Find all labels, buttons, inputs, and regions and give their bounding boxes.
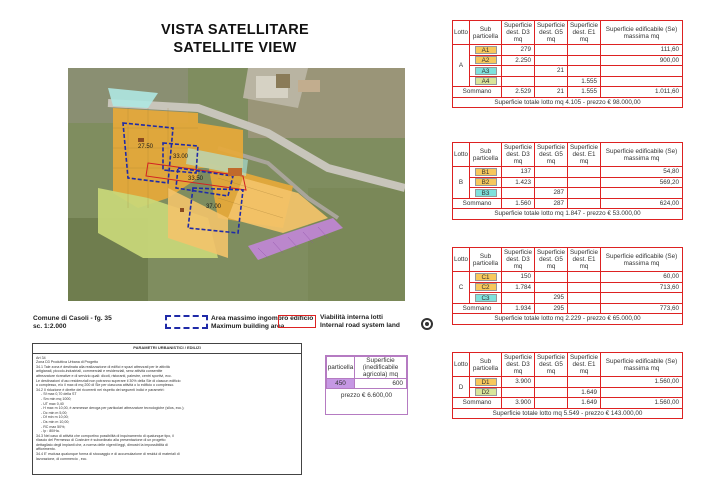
lotto-letter: D: [453, 377, 470, 398]
params-line: rilascio del Permesso di Costruire è subordinato alla presentazione di un progetto: [36, 438, 166, 443]
sum-row: [453, 303, 683, 314]
header-e1: Superficie dest. E1 mq: [568, 353, 601, 377]
map-label: 37.00: [206, 204, 222, 210]
cell-g5: [535, 45, 568, 56]
sub-particella-cell: [470, 167, 502, 178]
cell-d3: 1.423: [502, 177, 535, 188]
lotto-letter: A: [453, 45, 470, 87]
header-sub: Sub particella: [470, 21, 502, 45]
header-d3: Superficie dest. D3 mq: [502, 248, 535, 272]
cell-g5: [535, 387, 568, 398]
sub-particella-label: B3: [475, 189, 497, 197]
sum-se: 1.011,60: [601, 87, 683, 98]
road-en-label: Internal road system land: [320, 322, 400, 329]
satellite-map: [68, 68, 405, 301]
sum-g5: [535, 398, 568, 409]
cell-d3: 150: [502, 272, 535, 283]
header-d3: Superficie dest. D3 mq: [502, 143, 535, 167]
header-se: Superficie edificabile (Se) massima mq: [601, 143, 683, 167]
cell-e1: [568, 177, 601, 188]
params-heading: PARAMETRI URBANISTICI / EDILIZI: [33, 344, 301, 354]
cell-e1: 1.649: [568, 387, 601, 398]
sum-row: [453, 198, 683, 209]
table-row: [453, 272, 683, 283]
sub-particella-cell: [470, 188, 502, 199]
sommano-label: Sommano: [453, 303, 502, 314]
sub-particella-label: C2: [475, 283, 497, 291]
table-row: [453, 167, 683, 178]
cell-d3: [502, 387, 535, 398]
sum-d3: 1.560: [502, 198, 535, 209]
sub-particella-label: C3: [475, 294, 497, 302]
sum-e1: 1.649: [568, 398, 601, 409]
params-line: 34.1 Tale zona è destinata alla realizzazione di edifici e spazi attrezzati per le attività: [36, 364, 170, 369]
sum-se: 773,60: [601, 303, 683, 314]
header-d3: Superficie dest. D3 mq: [502, 353, 535, 377]
cell-se: 713,60: [601, 282, 683, 293]
cell-e1: [568, 55, 601, 66]
sub-particella-cell: [470, 387, 502, 398]
particella-header: particella: [327, 357, 355, 379]
table-row: [453, 282, 683, 293]
params-line: - H max m 10,00, è ammesse deroga per particolari attrezzature tecnologiche (silos, ecc.);: [41, 406, 185, 411]
cell-se: 54,80: [601, 167, 683, 178]
sum-e1: [568, 198, 601, 209]
sommano-label: Sommano: [453, 198, 502, 209]
cell-e1: 1.555: [568, 76, 601, 87]
map-label: 33.00: [173, 154, 189, 160]
sub-particella-cell: [470, 76, 502, 87]
cell-d3: 1.784: [502, 282, 535, 293]
table-row: [453, 76, 683, 87]
sub-particella-cell: [470, 272, 502, 283]
legend-road: [278, 314, 418, 330]
params-line: - Sm min mq 1000;: [41, 396, 72, 401]
sum-e1: [568, 303, 601, 314]
particella-cell: 450: [327, 379, 355, 389]
cell-se: 60,00: [601, 272, 683, 283]
urban-parameters-box: [32, 343, 302, 475]
params-line: Le destinazioni d'uso residenziali non potranno superare il 30% della Sle di ciascun edificio: [36, 378, 181, 383]
superficie-header: Superficie (inedificabile agricola) mq: [355, 357, 407, 379]
lotto-table-b: [452, 142, 683, 220]
cell-d3: [502, 188, 535, 199]
sommano-label: Sommano: [453, 398, 502, 409]
table-row: [453, 66, 683, 77]
sub-particella-cell: [470, 66, 502, 77]
page-title: VISTA SATELLITARE: [161, 22, 309, 38]
cell-e1: [568, 272, 601, 283]
table-row: [453, 45, 683, 56]
sub-particella-label: D2: [475, 388, 497, 396]
header-lotto: Lotto: [453, 248, 470, 272]
header-lotto: Lotto: [453, 21, 470, 45]
table-row: [453, 177, 683, 188]
cell-g5: [535, 377, 568, 388]
sub-particella-label: B2: [475, 178, 497, 186]
cell-g5: [535, 272, 568, 283]
cell-e1: [568, 293, 601, 304]
road-swatch: [278, 315, 316, 328]
cell-e1: [568, 66, 601, 77]
params-line: affiorimento.: [36, 447, 56, 452]
table-row: [453, 293, 683, 304]
cell-d3: 2.250: [502, 55, 535, 66]
page-subtitle: SATELLITE VIEW: [173, 40, 297, 56]
header-e1: Superficie dest. E1 mq: [568, 143, 601, 167]
area-en-label: Maximum building area: [211, 323, 285, 330]
cell-e1: [568, 167, 601, 178]
sub-particella-label: A2: [475, 56, 497, 64]
table-row: [453, 387, 683, 398]
cell-g5: [535, 167, 568, 178]
map-label: 27.50: [138, 144, 154, 150]
params-line: attrezzature ricreative e di servizio quali: dicoti, ristoranti, palestre, centri sportivi, ecc.: [36, 373, 172, 378]
params-line: - Dc min m 5,00;: [41, 410, 68, 415]
header-sub: Sub particella: [470, 353, 502, 377]
cell-d3: 3.900: [502, 377, 535, 388]
road-it-label: Viabilità interna lotti: [320, 314, 383, 321]
params-line: dettagliato degli impianti che, a norma delle vigenti leggi, dimostri la impossibilità di: [36, 442, 168, 447]
cell-g5: 295: [535, 293, 568, 304]
cell-d3: 279: [502, 45, 535, 56]
table-row: [453, 188, 683, 199]
cell-se: 111,60: [601, 45, 683, 56]
cell-se: [601, 387, 683, 398]
cell-e1: [568, 282, 601, 293]
cell-se: [601, 188, 683, 199]
params-line: lavorazione, di commercio , ecc.: [36, 456, 88, 461]
particella-box: [325, 355, 408, 415]
header-g5: Superficie dest. G5 mq: [535, 21, 568, 45]
params-line: 34.4 E' esclusa qualunque forma di stoccaggio e di accumulazione di residui di materiali di: [36, 452, 180, 457]
sum-d3: 2.529: [502, 87, 535, 98]
cell-d3: [502, 66, 535, 77]
sum-row: [453, 398, 683, 409]
cell-se: [601, 293, 683, 304]
header-se: Superficie edificabile (Se) massima mq: [601, 248, 683, 272]
cell-g5: [535, 76, 568, 87]
params-line: - RC max 50%;: [41, 424, 66, 429]
sum-g5: 21: [535, 87, 568, 98]
cell-g5: [535, 282, 568, 293]
header-g5: Superficie dest. G5 mq: [535, 353, 568, 377]
lotto-table-c: [452, 247, 683, 325]
lotto-total: Superficie totale lotto mq 2.229 - prezzo € 65.000,00: [453, 314, 683, 325]
params-line: - Df min m 10,00;: [41, 415, 69, 420]
sub-particella-cell: [470, 282, 502, 293]
cell-d3: [502, 293, 535, 304]
sub-particella-label: C1: [475, 273, 497, 281]
header-sub: Sub particella: [470, 248, 502, 272]
cell-se: [601, 66, 683, 77]
header-lotto: Lotto: [453, 353, 470, 377]
lotto-table-a: [452, 20, 683, 108]
params-line: Art 34: [36, 355, 46, 360]
cell-e1: [568, 377, 601, 388]
map-label: 33.50: [188, 176, 204, 182]
params-line: 34.2 Il riduzione è dirette dei ricorrenti nei rispetto dei seguenti indici e parametri:: [36, 387, 165, 392]
params-line: - Ip : 80/Ha.: [41, 429, 60, 434]
sum-d3: 1.934: [502, 303, 535, 314]
header-e1: Superficie dest. E1 mq: [568, 248, 601, 272]
header-lotto: Lotto: [453, 143, 470, 167]
header-d3: Superficie dest. D3 mq: [502, 21, 535, 45]
cell-se: [601, 76, 683, 87]
cell-e1: [568, 188, 601, 199]
sum-se: 624,00: [601, 198, 683, 209]
north-arrow-icon: [421, 318, 433, 330]
lotto-letter: C: [453, 272, 470, 304]
header-e1: Superficie dest. E1 mq: [568, 21, 601, 45]
cell-g5: 21: [535, 66, 568, 77]
params-line: o complesso, e/o il max di mq 200 di Sle per ciascuna attività o lo edificio o complesso.: [36, 383, 175, 388]
sub-particella-label: A1: [475, 46, 497, 54]
sum-g5: 295: [535, 303, 568, 314]
comune-label: Comune di Casoli - fg. 35: [33, 315, 112, 322]
lotto-total: Superficie totale lotto mq 4.105 - prezzo € 98.000,00: [453, 97, 683, 108]
lotto-total: Superficie totale lotto mq 1.847 - prezzo € 53.000,00: [453, 209, 683, 220]
cell-se: 569,20: [601, 177, 683, 188]
params-line: Zona D3 Produttiva Urbana di Progetto: [36, 360, 99, 365]
cell-e1: [568, 45, 601, 56]
particella-price: prezzo € 6.600,00: [340, 392, 393, 399]
header-se: Superficie edificabile (Se) massima mq: [601, 353, 683, 377]
sub-particella-cell: [470, 45, 502, 56]
cell-d3: 137: [502, 167, 535, 178]
cell-d3: [502, 76, 535, 87]
table-row: [453, 55, 683, 66]
table-row: [453, 377, 683, 388]
header-se: Superficie edificabile (Se) massima mq: [601, 21, 683, 45]
scale-label: sc. 1:2.000: [33, 323, 67, 330]
params-line: - UT max 0,40: [41, 401, 64, 406]
lotto-letter: B: [453, 167, 470, 199]
sommano-label: Sommano: [453, 87, 502, 98]
sub-particella-cell: [470, 293, 502, 304]
sub-particella-cell: [470, 377, 502, 388]
legend-comune: [33, 315, 112, 331]
params-line: - Sf max 0,70 della ST: [41, 392, 77, 397]
cell-se: 900,00: [601, 55, 683, 66]
sub-particella-cell: [470, 55, 502, 66]
header-g5: Superficie dest. G5 mq: [535, 143, 568, 167]
area-it-label: Area massimo ingombro edificio: [211, 315, 314, 322]
cell-g5: 287: [535, 188, 568, 199]
params-line: - Ds min m 10,00;: [41, 419, 70, 424]
sub-particella-label: A3: [475, 67, 497, 75]
sum-d3: 3.900: [502, 398, 535, 409]
sum-e1: 1.555: [568, 87, 601, 98]
params-line: artigianali, piccolo-industriali, commerciali e residenziali, senz attività consentite: [36, 369, 163, 374]
superficie-cell: 600: [355, 379, 407, 389]
header-g5: Superficie dest. G5 mq: [535, 248, 568, 272]
sub-particella-label: A4: [475, 77, 497, 85]
cell-se: 1.560,00: [601, 377, 683, 388]
cell-g5: [535, 177, 568, 188]
cell-g5: [535, 55, 568, 66]
sub-particella-label: D1: [475, 378, 497, 386]
sum-row: [453, 87, 683, 98]
sum-se: 1.560,00: [601, 398, 683, 409]
params-line: 34.3 Nel caso di attività che comportino possibilità di inquinamento di qualunque tipo, il: [36, 433, 174, 438]
sum-g5: 287: [535, 198, 568, 209]
lotto-table-d: [452, 352, 683, 419]
sub-particella-cell: [470, 177, 502, 188]
header-sub: Sub particella: [470, 143, 502, 167]
lotto-total: Superficie totale lotto mq 5.549 - prezzo € 143.000,00: [453, 408, 683, 419]
sub-particella-label: B1: [475, 168, 497, 176]
